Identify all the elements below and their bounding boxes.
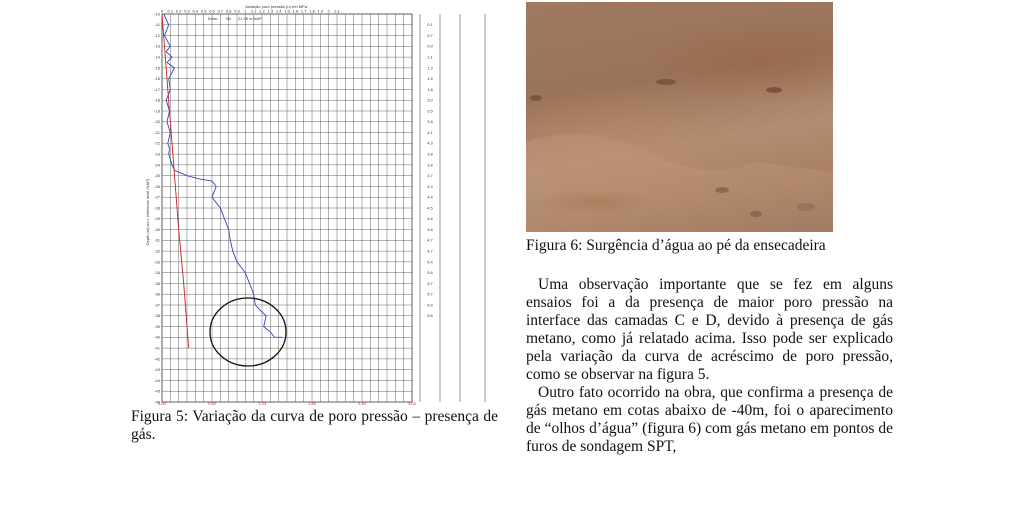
y-tick-label: -17 — [154, 86, 160, 92]
right-column-value: 3.0 — [427, 97, 433, 103]
x-tick-label-top: 0.3 — [184, 8, 190, 14]
photo-texture — [526, 2, 833, 232]
x-tick-label-bottom: 2.40 — [358, 401, 366, 406]
y-tick-label: -31 — [154, 237, 160, 243]
x-tick-label-top: 2.1 — [334, 8, 340, 14]
x-tick-label-top: 1.7 — [300, 8, 307, 14]
x-tick-label-top: 0.8 — [225, 8, 232, 14]
x-tick-label-top: 1.8 — [309, 8, 315, 14]
y-tick-label: -21 — [154, 129, 160, 135]
right-column-value: 4.7 — [427, 248, 433, 254]
x-tick-label-bottom: 3.00 — [408, 401, 416, 406]
y-tick-label: -44 — [154, 377, 160, 383]
right-column-value: 1.1 — [427, 54, 433, 60]
y-tick-label: -34 — [154, 270, 160, 276]
right-column-value: 3.8 — [427, 162, 433, 168]
y-tick-label: -36 — [154, 291, 160, 297]
right-column-value: 5.7 — [427, 291, 433, 297]
x-tick-label-top: 0 — [160, 8, 164, 14]
right-column-value: 1.8 — [427, 86, 433, 92]
right-column-value: 3.5 — [427, 108, 433, 114]
x-tick-label-top: 1.3 — [267, 8, 274, 14]
y-axis-label: Depth (m) w.r.t. reference level (NAP) — [145, 178, 150, 246]
x-tick-label-bottom: 0.60 — [208, 401, 216, 406]
y-tick-label: -15 — [154, 65, 160, 71]
x-tick-label-top: 2 — [327, 8, 330, 14]
y-tick-label: -46 — [154, 399, 160, 405]
right-column-value: 5.4 — [427, 259, 433, 265]
y-tick-label: -35 — [154, 280, 160, 286]
paragraph: Outro fato ocorrido na obra, que confirma a presença de gás metano em cotas abaixo de -40m, foi o aparecimento de “olhos d’água” (figura 6) com gás metano em pontos de furos de sondagem SPT, — [526, 384, 893, 455]
x-tick-label-top: 1.9 — [317, 8, 324, 14]
y-tick-label: -33 — [154, 259, 160, 265]
chart-title: Variação poro pressão (u) em MPa — [245, 4, 307, 9]
y-tick-label: -19 — [154, 108, 160, 114]
photo-stone — [656, 79, 676, 85]
right-column-value: 5.7 — [427, 280, 433, 286]
right-column-value: 1.5 — [427, 76, 433, 82]
y-tick-label: -16 — [154, 76, 160, 82]
x-tick-label-top: 0.1 — [167, 8, 174, 14]
right-column-value: 4.3 — [427, 183, 433, 189]
legend-entry: Estm. — [208, 16, 219, 21]
legend-entry: 21.35 m NAP — [238, 16, 262, 21]
y-tick-label: -11 — [154, 22, 160, 28]
y-tick-label: -27 — [154, 194, 160, 200]
right-column-value: 1.3 — [427, 65, 433, 71]
photo-wet-area — [526, 134, 833, 232]
legend-entry: Sh — [226, 16, 231, 21]
x-tick-label-top: 0.5 — [200, 8, 207, 14]
figure-5-caption: Figura 5: Variação da curva de poro pressão – presença de gás. — [131, 408, 498, 443]
x-tick-label-top: 1.5 — [284, 8, 290, 14]
right-column-value: 3.8 — [427, 119, 433, 125]
right-column-value: 3.8 — [427, 151, 433, 157]
right-column-value: 0.1 — [427, 22, 433, 28]
right-column-value: 4.3 — [427, 140, 433, 146]
y-tick-label: -14 — [154, 54, 160, 60]
y-tick-label: -23 — [154, 151, 160, 157]
y-tick-label: -29 — [154, 216, 160, 222]
right-column-value: 3.7 — [427, 173, 433, 179]
right-column-value: 4.5 — [427, 205, 433, 211]
body-text — [526, 276, 893, 456]
figure-5-chart — [140, 2, 490, 406]
y-tick-label: -43 — [154, 367, 160, 373]
right-column-value: 4.1 — [427, 129, 433, 135]
x-tick-label-top: 1.2 — [259, 8, 265, 14]
x-tick-label-top: 1.1 — [250, 8, 257, 14]
y-tick-label: -30 — [154, 226, 160, 232]
x-tick-label-top: 0.9 — [234, 8, 240, 14]
right-column-value: 5.6 — [427, 270, 433, 276]
x-tick-label-bottom: 1.80 — [308, 401, 316, 406]
y-tick-label: -37 — [154, 302, 160, 308]
photo-stone — [766, 87, 782, 93]
right-column-value: 4.6 — [427, 216, 433, 222]
right-column-value: 5.9 — [427, 302, 433, 308]
right-column-value: 4.6 — [427, 226, 433, 232]
y-tick-label: -10 — [154, 11, 160, 17]
y-tick-label: -24 — [154, 162, 160, 168]
y-tick-label: -18 — [154, 97, 160, 103]
x-tick-label-top: 1.6 — [292, 8, 299, 14]
y-tick-label: -22 — [154, 140, 160, 146]
y-tick-label: -28 — [154, 205, 160, 211]
right-column-value: 4.7 — [427, 237, 433, 243]
y-tick-label: -12 — [154, 32, 160, 38]
paragraph: Uma observação importante que se fez em alguns ensaios foi a da presença de maior poro pressão na interface das camadas C e D, devido à presença de gás metano, como já relatado acima. Isso pode ser explicado pela variação da curva de acréscimo de poro pressão, como se observar na figura 5. — [526, 276, 893, 383]
y-tick-label: -25 — [154, 173, 160, 179]
y-tick-label: -39 — [154, 323, 160, 329]
y-tick-label: -32 — [154, 248, 160, 254]
x-tick-label-top: 1.4 — [275, 8, 282, 14]
x-tick-label-top: 0.7 — [217, 8, 224, 14]
y-tick-label: -20 — [154, 119, 160, 125]
right-column-value: 0.7 — [427, 32, 433, 38]
x-tick-label-top: 0.4 — [192, 8, 199, 14]
x-tick-label-top: 0.6 — [209, 8, 215, 14]
figure-6-photo — [526, 2, 833, 232]
y-tick-label: -38 — [154, 313, 160, 319]
y-tick-label: -13 — [154, 43, 160, 49]
right-column-value: 5.8 — [427, 313, 433, 319]
x-tick-label-bottom: 0.00 — [158, 401, 166, 406]
x-tick-label-top: 1 — [244, 8, 247, 14]
x-tick-label-top: 0.2 — [175, 8, 182, 14]
right-column-value: 4.4 — [427, 194, 433, 200]
figure-6-caption: Figura 6: Surgência d’água ao pé da ensecadeira — [526, 237, 826, 254]
photo-stone — [530, 95, 542, 101]
y-tick-label: -42 — [154, 356, 160, 362]
right-column-value: 0.9 — [427, 43, 433, 49]
x-tick-label-bottom: 1.20 — [258, 401, 266, 406]
y-tick-label: -40 — [154, 334, 160, 340]
chart-background — [140, 2, 490, 406]
y-tick-label: -26 — [154, 183, 160, 189]
y-tick-label: -45 — [154, 388, 160, 394]
y-tick-label: -41 — [154, 345, 160, 351]
